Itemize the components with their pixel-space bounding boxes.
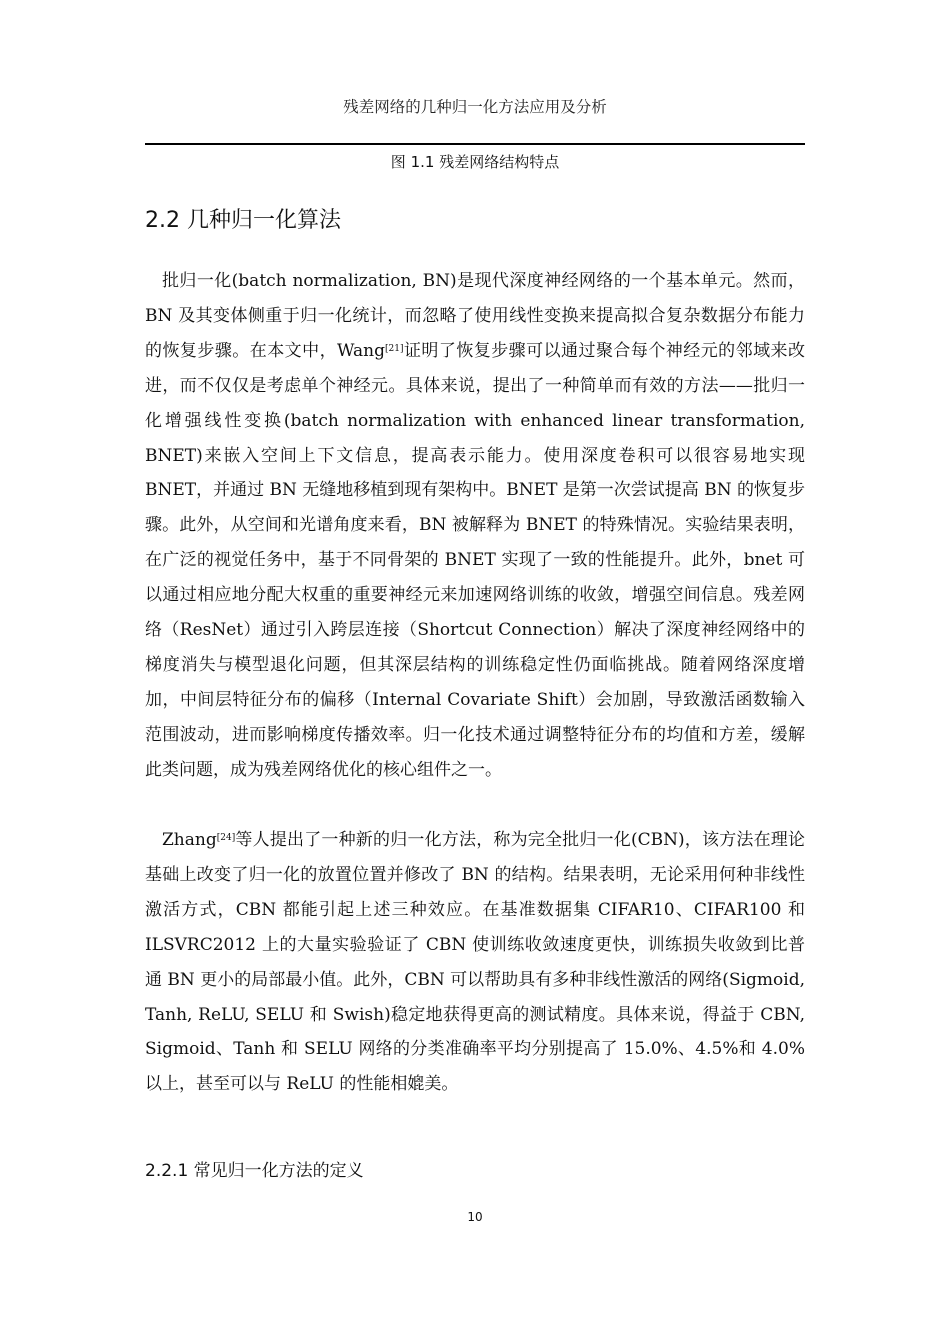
paragraph-2-text-b: 等人提出了一种新的归一化方法，称为完全批归一化(CBN)，该方法在理论基础上改变了归一化的放置位置并修改了 BN 的结构。结果表明，无论采用何种非线性激活方式，CBN 都能引起上述三种效应。在基准数据集 CIFAR10、CIFAR100 和 ILSVRC2012 上的大量实验验证了 CBN 使训练收敛速度更快，训练损失收敛到比普通 BN 更小的局部最小值。此外，CBN 可以帮助具有多种非线性激活的网络(Sigmoid, Tanh, ReLU, SELU 和 Swish)稳定地获得更高的测试精度。具体来说，得益于 CBN, Sigmoid、Tanh 和 SELU 网络的分类准确率平均分别提高了 15.0%、4.5%和 4.0%以上，甚至可以与 ReLU 的性能相媲美。 [145, 830, 805, 1095]
subsection-heading: 2.2.1 常见归一化方法的定义 [145, 1161, 364, 1181]
body-paragraph-1 [145, 264, 805, 788]
body-paragraph-2 [145, 823, 805, 1102]
citation-21: [21] [385, 343, 404, 354]
page-number: 10 [467, 1210, 483, 1224]
section-heading: 2.2 几种归一化算法 [145, 208, 341, 233]
paragraph-1-text-a: 批归一化(batch normalization, BN)是现代深度神经网络的一个基本单元。然而，BN 及其变体侧重于归一化统计，而忽略了使用线性变换来提高拟合复杂数据分布能力的恢复步骤。在本文中，Wang [145, 271, 805, 361]
page-header-title: 残差网络的几种归一化方法应用及分析 [343, 98, 607, 116]
paragraph-1-text-b: 证明了恢复步骤可以通过聚合每个神经元的邻域来改进，而不仅仅是考虑单个神经元。具体来说，提出了一种简单而有效的方法——批归一化增强线性变换(batch normalization with enhanced linear transformation, BNET)来嵌入空间上下文信息，提高表示能力。使用深度卷积可以很容易地实现 BNET，并通过 BN 无缝地移植到现有架构中。BNET 是第一次尝试提高 BN 的恢复步骤。此外，从空间和光谱角度来看，BN 被解释为 BNET 的特殊情况。实验结果表明，在广泛的视觉任务中，基于不同骨架的 BNET 实现了一致的性能提升。此外，bnet 可以通过相应地分配大权重的重要神经元来加速网络训练的收敛，增强空间信息。残差网络（ResNet）通过引入跨层连接（Shortcut Connection）解决了深度神经网络中的梯度消失与模型退化问题，但其深层结构的训练稳定性仍面临挑战。随着网络深度增加，中间层特征分布的偏移（Internal Covariate Shift）会加剧，导致激活函数输入范围波动，进而影响梯度传播效率。归一化技术通过调整特征分布的均值和方差，缓解此类问题，成为残差网络优化的核心组件之一。 [145, 340, 806, 780]
header-divider [145, 143, 805, 145]
figure-caption: 图 1.1 残差网络结构特点 [390, 153, 560, 171]
paragraph-2-text-a: Zhang [162, 830, 217, 850]
citation-24: [24] [216, 833, 236, 843]
